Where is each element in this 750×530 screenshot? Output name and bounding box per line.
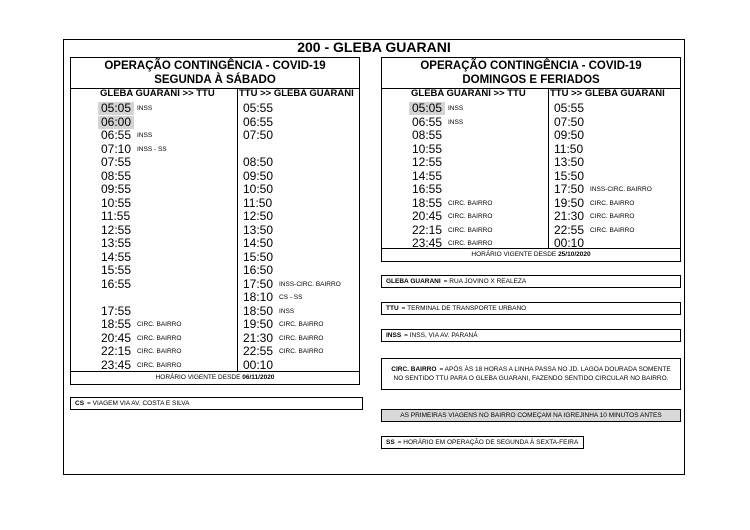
schedule-row xyxy=(71,345,359,358)
footer-label: HORÁRIO VIGENTE DESDE xyxy=(471,251,557,258)
schedule-row xyxy=(382,156,680,169)
trip-note-inbound: CS - SS xyxy=(279,294,303,301)
departure-time-inbound: 16:50 xyxy=(243,263,274,277)
schedule-row xyxy=(382,170,680,183)
legend-gleba-guarani: GLEBA GUARANI = RUA JOVINO X REALEZA xyxy=(381,275,681,288)
weekday-panel-title: OPERAÇÃO CONTINGÊNCIA - COVID-19 xyxy=(104,60,326,72)
trip-note-outbound: INSS xyxy=(448,118,464,126)
trip-note-outbound: CIRC. BAIRRO xyxy=(448,199,493,207)
schedule-row xyxy=(71,278,359,291)
departure-time-outbound: 08:55 xyxy=(101,168,132,183)
departure-time-inbound: 13:50 xyxy=(554,155,585,169)
weekend-panel-title: OPERAÇÃO CONTINGÊNCIA - COVID-19 xyxy=(420,60,642,72)
schedule-row xyxy=(71,143,359,156)
departure-time-outbound: 07:10 xyxy=(101,141,132,156)
weekend-validity-footer xyxy=(382,250,680,259)
departure-time-inbound: 05:55 xyxy=(554,101,585,115)
departure-time-inbound: 15:50 xyxy=(243,249,274,264)
departure-time-inbound: 00:10 xyxy=(554,236,585,250)
departure-time-outbound: 05:05 xyxy=(98,102,134,115)
footer-label: HORÁRIO VIGENTE DESDE xyxy=(155,374,241,381)
departure-time-outbound: 12:55 xyxy=(101,222,132,237)
departure-time-outbound: 18:55 xyxy=(412,195,443,210)
departure-time-outbound: 09:55 xyxy=(101,182,132,196)
departure-time-outbound: 20:45 xyxy=(101,330,132,345)
weekend-col-header-inbound: TTU >> GLEBA GUARANI xyxy=(550,88,665,99)
legend-circ-bairro: CIRC. BAIRRO = APÓS ÀS 18 HORAS A LINHA PASSA NO JD. LAGOA DOURADA SOMENTE NO SENTIDO TTU PARA O GLEBA GUARANI, FAZENDO SENTIDO CIRCULAR NO BAIRRO. xyxy=(381,358,681,390)
schedule-row xyxy=(382,102,680,115)
trip-note-inbound: CIRC. BAIRRO xyxy=(279,321,324,328)
departure-time-inbound: 22:55 xyxy=(243,344,274,358)
departure-time-outbound: 22:15 xyxy=(412,222,443,237)
departure-time-outbound: 11:55 xyxy=(101,209,131,223)
departure-time-inbound: 17:50 xyxy=(243,276,274,291)
schedule-row xyxy=(71,156,359,169)
departure-time-outbound: 18:55 xyxy=(101,317,132,331)
page-title: 200 - GLEBA GUARANI xyxy=(297,39,451,55)
departure-time-outbound: 17:55 xyxy=(101,303,132,318)
schedule-row xyxy=(71,224,359,237)
legend-ss: SS = HORÁRIO EM OPERAÇÃO DE SEGUNDA À SEXTA-FEIRA xyxy=(381,436,584,449)
departure-time-inbound: 13:50 xyxy=(243,222,274,237)
departure-time-inbound: 21:30 xyxy=(554,209,585,223)
departure-time-inbound: 18:50 xyxy=(243,303,274,318)
departure-time-inbound: 15:50 xyxy=(554,168,585,183)
schedule-row xyxy=(71,264,359,277)
departure-time-outbound: 14:55 xyxy=(412,168,443,183)
trip-note-inbound: CIRC. BAIRRO xyxy=(590,213,635,220)
schedule-row xyxy=(71,237,359,250)
schedule-row xyxy=(382,129,680,142)
departure-time-outbound: 12:55 xyxy=(412,155,443,169)
schedule-row xyxy=(71,251,359,264)
departure-time-outbound: 13:55 xyxy=(101,236,132,250)
departure-time-inbound: 19:50 xyxy=(243,317,274,331)
schedule-row xyxy=(382,224,680,237)
schedule-row xyxy=(382,197,680,210)
schedule-row xyxy=(382,210,680,223)
schedule-row xyxy=(71,116,359,129)
schedule-row xyxy=(382,143,680,156)
departure-time-inbound: 00:10 xyxy=(243,357,274,372)
trip-note-inbound: INSS-CIRC. BAIRRO xyxy=(279,280,341,288)
departure-time-inbound: 22:55 xyxy=(554,222,585,237)
trip-note-outbound: INSS xyxy=(448,105,464,112)
trip-note-outbound: CIRC. BAIRRO xyxy=(137,348,182,355)
departure-time-outbound: 06:55 xyxy=(101,128,132,142)
departure-time-inbound: 09:50 xyxy=(243,168,274,183)
weekday-schedule-panel xyxy=(70,57,360,385)
footer-date: 25/10/2020 xyxy=(558,251,591,258)
schedule-row xyxy=(71,210,359,223)
trip-note-outbound: CIRC. BAIRRO xyxy=(137,334,182,342)
trip-note-outbound: CIRC. BAIRRO xyxy=(137,321,182,328)
divider xyxy=(382,248,680,249)
departure-time-inbound: 07:50 xyxy=(243,128,274,142)
departure-time-outbound: 06:00 xyxy=(98,116,134,129)
trip-note-inbound: CIRC. BAIRRO xyxy=(590,199,635,207)
departure-time-outbound: 08:55 xyxy=(412,128,443,142)
departure-time-inbound: 07:50 xyxy=(554,114,585,129)
schedule-row xyxy=(71,305,359,318)
departure-time-outbound: 14:55 xyxy=(101,249,132,264)
departure-time-outbound: 16:55 xyxy=(101,276,132,291)
trip-note-inbound: CIRC. BAIRRO xyxy=(279,348,324,355)
schedule-row xyxy=(71,183,359,196)
schedule-row xyxy=(382,183,680,196)
legend-ttu: TTU = TERMINAL DE TRANSPORTE URBANO xyxy=(381,302,681,315)
schedule-row xyxy=(71,197,359,210)
departure-time-inbound: 05:55 xyxy=(243,101,274,115)
divider xyxy=(71,371,359,372)
trip-note-outbound: CIRC. BAIRRO xyxy=(448,226,493,234)
trip-note-inbound: INSS-CIRC. BAIRRO xyxy=(590,186,652,193)
schedule-row xyxy=(71,170,359,183)
departure-time-inbound: 06:55 xyxy=(243,114,274,129)
departure-time-inbound: 08:50 xyxy=(243,155,274,169)
trip-note-outbound: INSS xyxy=(137,132,153,139)
departure-time-inbound: 19:50 xyxy=(554,195,585,210)
departure-time-outbound: 06:55 xyxy=(412,114,443,129)
footer-date: 06/11/2020 xyxy=(242,374,275,381)
departure-time-outbound: 07:55 xyxy=(101,155,132,169)
departure-time-inbound: 17:50 xyxy=(554,182,585,196)
departure-time-inbound: 11:50 xyxy=(554,141,584,156)
schedule-row xyxy=(71,359,359,372)
departure-time-inbound: 10:50 xyxy=(243,182,274,196)
weekend-col-header-outbound: GLEBA GUARANI >> TTU xyxy=(411,88,526,99)
schedule-row xyxy=(71,129,359,142)
weekday-validity-footer xyxy=(71,373,359,382)
legend-inss: INSS = INSS, VIA AV. PARANÁ xyxy=(381,329,681,342)
trip-note-outbound: CIRC. BAIRRO xyxy=(448,213,493,220)
departure-time-outbound: 05:05 xyxy=(409,102,445,115)
schedule-row xyxy=(71,318,359,331)
schedule-row xyxy=(71,291,359,304)
weekday-col-header-outbound: GLEBA GUARANI >> TTU xyxy=(100,88,215,99)
weekday-col-header-inbound: TTU >> GLEBA GUARANI xyxy=(239,88,354,99)
departure-time-inbound: 18:10 xyxy=(243,290,274,304)
departure-time-outbound: 23:45 xyxy=(412,236,443,250)
departure-time-outbound: 10:55 xyxy=(101,195,132,210)
trip-note-outbound: INSS - SS xyxy=(137,145,167,153)
schedule-row xyxy=(382,116,680,129)
departure-time-outbound: 20:45 xyxy=(412,209,443,223)
legend-cs: CS = VIAGEM VIA AV. COSTA E SILVA xyxy=(70,397,363,410)
departure-time-outbound: 23:45 xyxy=(101,357,132,372)
trip-note-inbound: INSS xyxy=(279,307,295,315)
trip-note-inbound: CIRC. BAIRRO xyxy=(590,226,635,234)
weekday-panel-subtitle: SEGUNDA À SÁBADO xyxy=(154,74,276,86)
weekend-panel-subtitle: DOMINGOS E FERIADOS xyxy=(462,74,600,86)
trip-note-outbound: CIRC. BAIRRO xyxy=(137,361,182,369)
departure-time-outbound: 16:55 xyxy=(412,182,443,196)
trip-note-outbound: CIRC. BAIRRO xyxy=(448,240,493,247)
weekend-schedule-panel xyxy=(381,57,681,262)
departure-time-inbound: 09:50 xyxy=(554,128,585,142)
departure-time-inbound: 11:50 xyxy=(243,195,273,210)
departure-time-outbound: 15:55 xyxy=(101,263,132,277)
trip-note-outbound: INSS xyxy=(137,105,153,112)
schedule-row xyxy=(71,332,359,345)
departure-time-outbound: 10:55 xyxy=(412,141,443,156)
schedule-row xyxy=(71,102,359,115)
departure-time-inbound: 21:30 xyxy=(243,330,274,345)
departure-time-inbound: 12:50 xyxy=(243,209,274,223)
legend-first-trips-note: AS PRIMEIRAS VIAGENS NO BAIRRO COMEÇAM NA IGREJINHA 10 MINUTOS ANTES xyxy=(381,409,681,422)
departure-time-outbound: 22:15 xyxy=(101,344,132,358)
departure-time-inbound: 14:50 xyxy=(243,236,274,250)
trip-note-inbound: CIRC. BAIRRO xyxy=(279,334,324,342)
